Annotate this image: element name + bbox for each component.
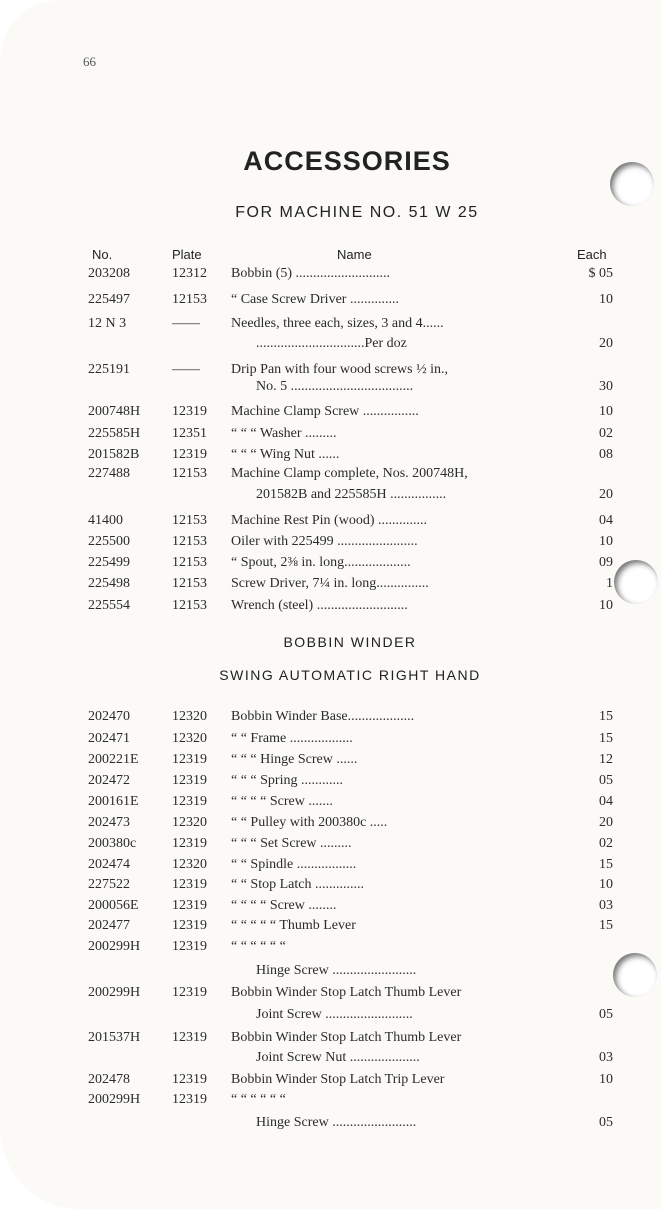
plate-number: 12319	[172, 404, 207, 419]
page-number: 66	[83, 54, 96, 69]
table-row	[0, 963, 661, 983]
table-row	[0, 836, 661, 856]
price-each: 12	[599, 752, 613, 767]
part-number: 200299H	[88, 1092, 141, 1107]
table-row	[0, 815, 661, 835]
plate-number: 12153	[172, 513, 207, 528]
part-number: 200748H	[88, 404, 141, 419]
table-row	[0, 985, 661, 1005]
price-each: 20	[599, 487, 613, 502]
part-number: 202472	[88, 773, 130, 788]
plate-number: 12319	[172, 447, 207, 462]
part-name: “ “ “ Wing Nut ......	[231, 447, 340, 462]
price-each: 04	[599, 513, 613, 528]
plate-number: 12153	[172, 466, 207, 481]
table-row	[0, 534, 661, 554]
price-each: 09	[599, 555, 613, 570]
part-number: 200221E	[88, 752, 139, 767]
part-number: 201582B	[88, 447, 140, 462]
price-each: 10	[599, 877, 613, 892]
plate-number: 12319	[172, 794, 207, 809]
binder-hole-top	[610, 162, 654, 206]
part-number: 227488	[88, 466, 130, 481]
price-each: 10	[599, 1072, 613, 1087]
table-row	[0, 1092, 661, 1112]
part-name: “ “ “ “ “ Thumb Lever	[231, 918, 356, 933]
part-number: 225191	[88, 362, 130, 377]
part-name: Screw Driver, 7¼ in. long...............	[231, 576, 429, 591]
part-name: Machine Clamp complete, Nos. 200748H,	[231, 466, 468, 481]
part-name: “ “ “ Washer .........	[231, 426, 337, 441]
table-row	[0, 292, 661, 312]
plate-number: 12319	[172, 1072, 207, 1087]
plate-number: 12153	[172, 576, 207, 591]
plate-number: 12320	[172, 709, 207, 724]
part-name: Hinge Screw ........................	[256, 1115, 417, 1130]
part-name: “ “ “ Spring ............	[231, 773, 343, 788]
part-name: Bobbin Winder Stop Latch Trip Lever	[231, 1072, 445, 1087]
part-number: 200299H	[88, 939, 141, 954]
header-plate: Plate	[172, 247, 202, 262]
part-name: “ “ “ “ Screw .......	[231, 794, 333, 809]
table-row	[0, 773, 661, 793]
part-number: 225498	[88, 576, 130, 591]
part-number: 225585H	[88, 426, 141, 441]
plate-number: 12153	[172, 555, 207, 570]
price-each: 20	[599, 815, 613, 830]
plate-number: 12319	[172, 939, 207, 954]
price-each: 08	[599, 447, 613, 462]
part-name: Bobbin Winder Stop Latch Thumb Lever	[231, 1030, 462, 1045]
part-number: 227522	[88, 877, 130, 892]
table-row	[0, 939, 661, 959]
table-row	[0, 1115, 661, 1135]
price-each: 05	[599, 773, 613, 788]
price-each: $ 05	[588, 266, 613, 281]
table-row	[0, 513, 661, 533]
table-row	[0, 447, 661, 467]
table-row	[0, 487, 661, 507]
plate-number: 12312	[172, 266, 207, 281]
price-each: 02	[599, 836, 613, 851]
page-title: ACCESSORIES	[243, 146, 451, 176]
price-each: 05	[599, 1115, 613, 1130]
table-row	[0, 336, 661, 356]
plate-number: 12319	[172, 1092, 207, 1107]
table-row	[0, 598, 661, 618]
price-each: 20	[599, 336, 613, 351]
part-name: “ “ Stop Latch ..............	[231, 877, 364, 892]
part-number: 202478	[88, 1072, 130, 1087]
part-number: 225499	[88, 555, 130, 570]
price-each: 10	[599, 292, 613, 307]
part-number: 202471	[88, 731, 130, 746]
header-each: Each	[577, 247, 607, 262]
table-row	[0, 1072, 661, 1092]
part-number: 225500	[88, 534, 130, 549]
part-name: Machine Rest Pin (wood) ..............	[231, 513, 427, 528]
table-row	[0, 1007, 661, 1027]
part-number: 202474	[88, 857, 130, 872]
part-name: Machine Clamp Screw ................	[231, 404, 419, 419]
price-each: 10	[599, 598, 613, 613]
table-row	[0, 1050, 661, 1070]
price-each: 04	[599, 794, 613, 809]
part-name: Bobbin Winder Base...................	[231, 709, 415, 724]
part-number: 200299H	[88, 985, 141, 1000]
part-name: Bobbin (5) ...........................	[231, 266, 391, 281]
header-name: Name	[337, 247, 372, 262]
plate-number: 12319	[172, 752, 207, 767]
price-each: 03	[599, 1050, 613, 1065]
table-row	[0, 918, 661, 938]
part-number: 202473	[88, 815, 130, 830]
part-name: “ “ “ “ “ “	[231, 1092, 286, 1107]
part-name: Oiler with 225499 .......................	[231, 534, 418, 549]
price-each: 15	[599, 918, 613, 933]
price-each: 02	[599, 426, 613, 441]
plate-number: 12319	[172, 877, 207, 892]
table-row	[0, 576, 661, 596]
part-name: Needles, three each, sizes, 3 and 4......	[231, 316, 444, 331]
plate-number: 12319	[172, 985, 207, 1000]
plate-number: 12320	[172, 857, 207, 872]
price-each: 03	[599, 898, 613, 913]
part-name: “ “ “ Set Screw .........	[231, 836, 352, 851]
plate-number: 12319	[172, 918, 207, 933]
plate-number: 12153	[172, 292, 207, 307]
plate-number: 12320	[172, 731, 207, 746]
table-row	[0, 466, 661, 486]
plate-number: ——	[172, 362, 200, 377]
price-each: 15	[599, 709, 613, 724]
price-each: 15	[599, 857, 613, 872]
table-row	[0, 794, 661, 814]
part-number: 203208	[88, 266, 130, 281]
plate-number: ——	[172, 316, 200, 331]
part-number: 225554	[88, 598, 130, 613]
plate-number: 12319	[172, 1030, 207, 1045]
part-name: Joint Screw .........................	[256, 1007, 413, 1022]
part-number: 200380c	[88, 836, 137, 851]
plate-number: 12153	[172, 598, 207, 613]
table-row	[0, 731, 661, 751]
bobbin-winder-subheading: SWING AUTOMATIC RIGHT HAND	[219, 667, 481, 683]
part-number: 202470	[88, 709, 130, 724]
part-name: ...............................Per doz	[256, 336, 407, 351]
plate-number: 12351	[172, 426, 207, 441]
part-name: “ “ “ Hinge Screw ......	[231, 752, 358, 767]
table-row	[0, 555, 661, 575]
binder-hole-middle	[614, 560, 658, 604]
table-row	[0, 316, 661, 336]
part-number: 225497	[88, 292, 130, 307]
part-name: “ Case Screw Driver ..............	[231, 292, 399, 307]
plate-number: 12319	[172, 898, 207, 913]
part-name: No. 5 ...................................	[256, 379, 414, 394]
table-row	[0, 266, 661, 286]
part-number: 41400	[88, 513, 123, 528]
part-name: Hinge Screw ........................	[256, 963, 417, 978]
part-number: 200056E	[88, 898, 139, 913]
price-each: 1	[606, 576, 613, 591]
part-name: “ “ Spindle .................	[231, 857, 357, 872]
part-number: 12 N 3	[88, 316, 127, 331]
page-subtitle: FOR MACHINE NO. 51 W 25	[235, 204, 479, 221]
table-row	[0, 709, 661, 729]
table-row	[0, 1030, 661, 1050]
table-row	[0, 752, 661, 772]
table-row	[0, 857, 661, 877]
price-each: 10	[599, 534, 613, 549]
part-name: “ “ Pulley with 200380c .....	[231, 815, 388, 830]
plate-number: 12319	[172, 836, 207, 851]
plate-number: 12153	[172, 534, 207, 549]
table-row	[0, 898, 661, 918]
table-row	[0, 877, 661, 897]
table-row	[0, 379, 661, 399]
header-no: No.	[92, 247, 113, 262]
part-name: Drip Pan with four wood screws ½ in.,	[231, 362, 448, 377]
part-name: Bobbin Winder Stop Latch Thumb Lever	[231, 985, 462, 1000]
part-name: Wrench (steel) ..........................	[231, 598, 408, 613]
part-name: 201582B and 225585H ................	[256, 487, 447, 502]
part-name: Joint Screw Nut ....................	[256, 1050, 420, 1065]
price-each: 10	[599, 404, 613, 419]
part-name: “ Spout, 2⅜ in. long...................	[231, 555, 411, 570]
price-each: 05	[599, 1007, 613, 1022]
plate-number: 12320	[172, 815, 207, 830]
table-row	[0, 404, 661, 424]
part-number: 201537H	[88, 1030, 141, 1045]
part-number: 200161E	[88, 794, 139, 809]
bobbin-winder-heading: BOBBIN WINDER	[283, 634, 417, 650]
part-name: “ “ Frame ..................	[231, 731, 353, 746]
table-row	[0, 426, 661, 446]
part-number: 202477	[88, 918, 130, 933]
binder-hole-bottom	[613, 953, 657, 997]
part-name: “ “ “ “ “ “	[231, 939, 286, 954]
price-each: 30	[599, 379, 613, 394]
price-each: 15	[599, 731, 613, 746]
part-name: “ “ “ “ Screw ........	[231, 898, 337, 913]
plate-number: 12319	[172, 773, 207, 788]
